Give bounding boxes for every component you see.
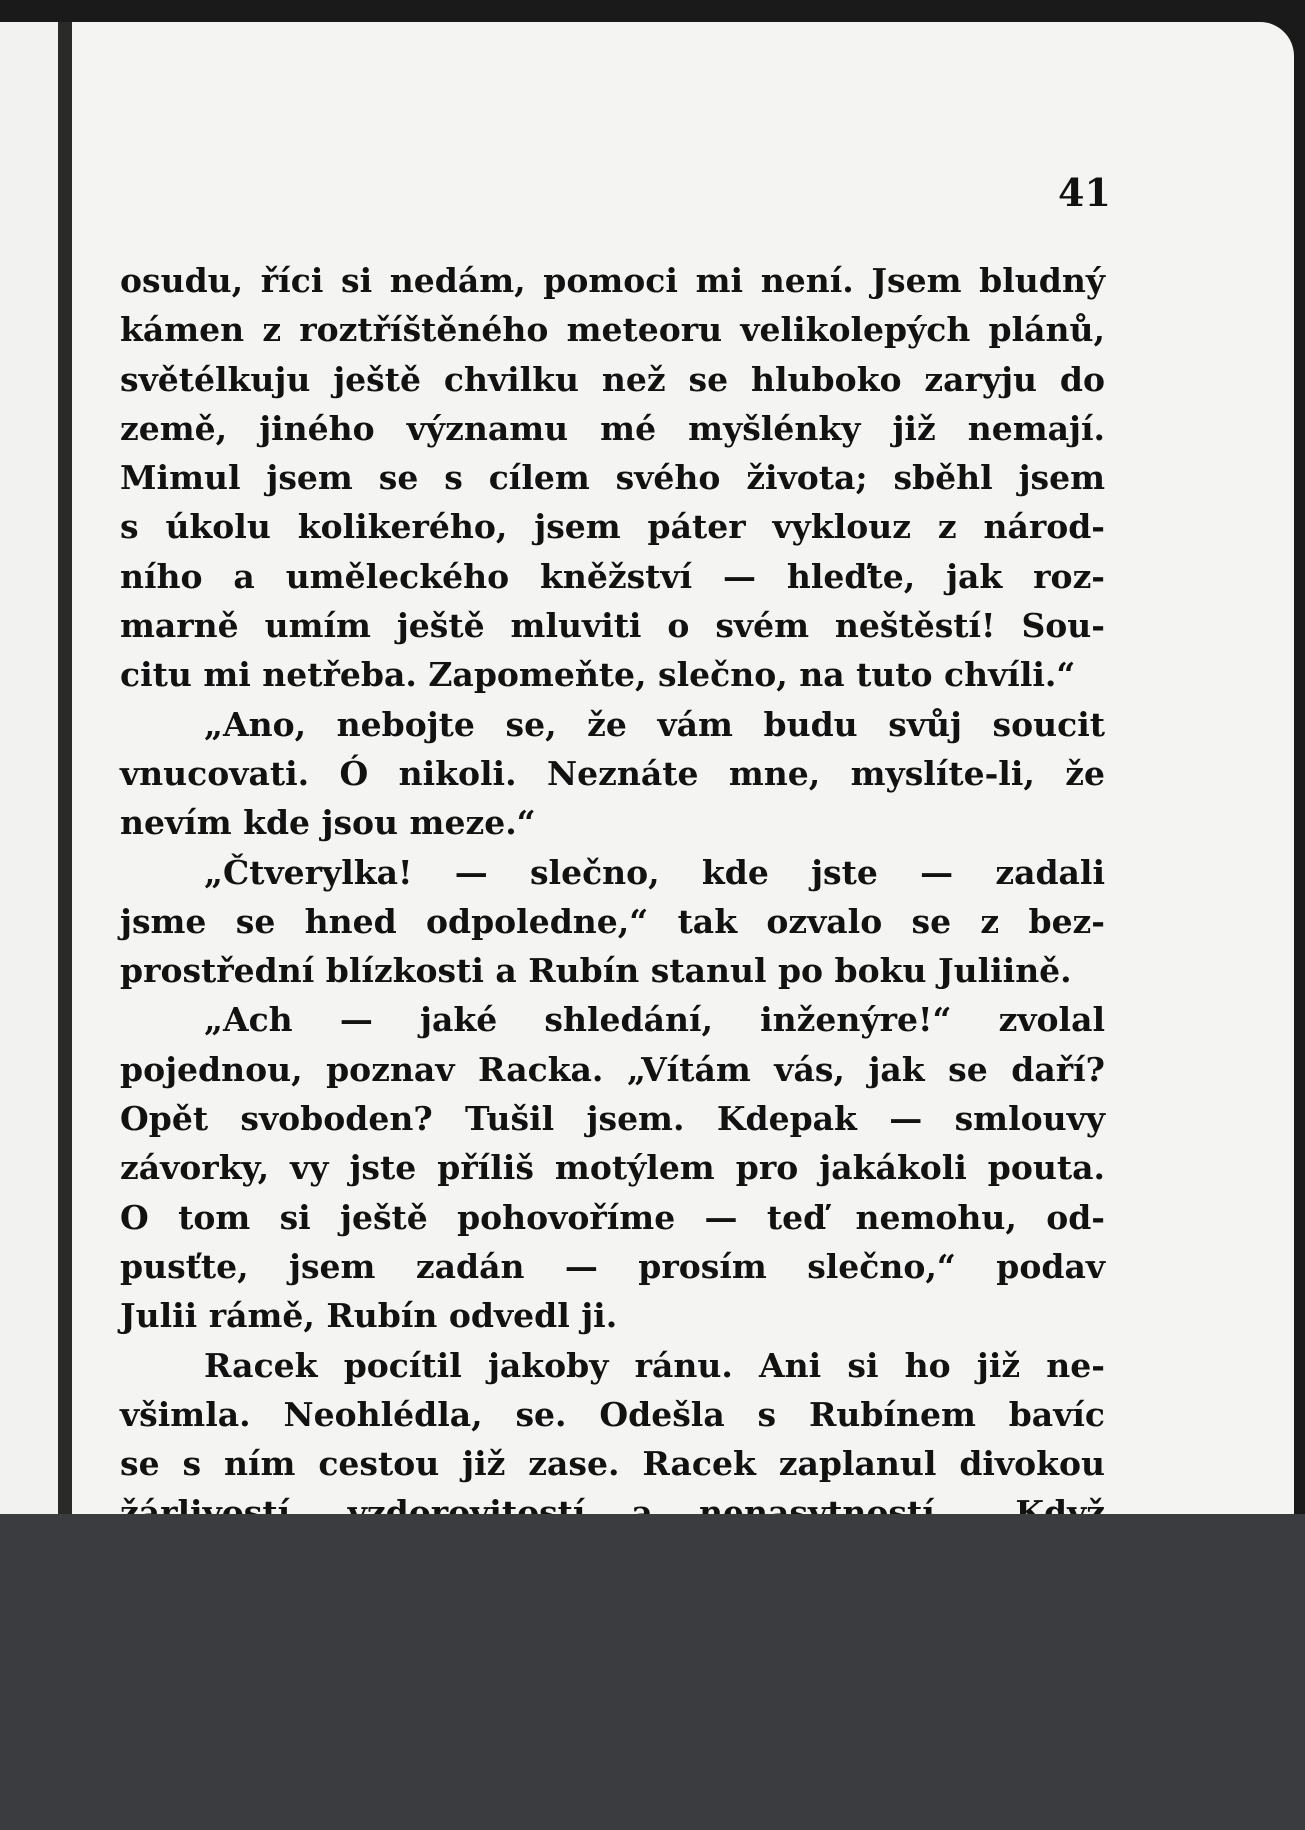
text-line: všimla. Neohlédla, se. Odešla s Rubínem bavíc [120, 1394, 1105, 1434]
text-line: citu mi netřeba. Zapomeňte, slečno, na tuto chvíli.“ [120, 655, 1076, 695]
body-text [120, 256, 1105, 1510]
text-line: „Ano, nebojte se, že vám budu svůj soucit [204, 704, 1105, 744]
text-line: O tom si ještě pohovoříme — teď nemohu, od- [120, 1197, 1105, 1237]
text-line: Racek pocítil jakoby ránu. Ani si ho již ne- [204, 1345, 1105, 1385]
text-line: pojednou, poznav Racka. „Vítám vás, jak se daří? [120, 1049, 1105, 1089]
text-line: kámen z roztříštěného meteoru velikolepých plánů, [120, 310, 1105, 350]
text-line: pusťte, jsem zadán — prosím slečno,“ podav [120, 1246, 1105, 1286]
text-line: se s ním cestou již zase. Racek zaplanul divokou [120, 1444, 1105, 1484]
text-line: světélkuju ještě chvilku než se hluboko zaryju do [120, 359, 1105, 399]
text-line: s úkolu kolikerého, jsem páter vyklouz z národ- [120, 507, 1105, 547]
page-gutter [58, 22, 72, 1514]
text-line: vnucovati. Ó nikoli. Neznáte mne, myslíte-li, že [120, 753, 1105, 793]
text-line: „Ach — jaké shledání, inženýre!“ zvolal [204, 1000, 1105, 1040]
text-line: závorky, vy jste příliš motýlem pro jakákoli pouta. [120, 1148, 1105, 1188]
text-line: Mimul jsem se s cílem svého života; sběhl jsem [120, 458, 1105, 498]
text-line-cut [120, 1488, 1105, 1510]
text-line: jsme se hned odpoledne,“ tak ozvalo se z bez- [120, 901, 1105, 941]
text-line: země, jiného významu mé myšlénky již nemají. [120, 408, 1105, 448]
text-line: ního a uměleckého kněžství — hleďte, jak roz- [120, 556, 1105, 596]
text-line: nevím kde jsou meze.“ [120, 803, 536, 843]
viewer-background [0, 1514, 1305, 1830]
text-line: „Čtverylka! — slečno, kde jste — zadali [204, 852, 1105, 892]
text-line: prostřední blízkosti a Rubín stanul po boku Juliině. [120, 951, 1072, 991]
text-line: Opět svoboden? Tušil jsem. Kdepak — smlouvy [120, 1099, 1105, 1139]
text-line: Julii rámě, Rubín odvedl ji. [120, 1296, 618, 1336]
text-line: osudu, říci si nedám, pomoci mi není. Jsem bludný [120, 261, 1105, 300]
page-number: 41 [1058, 170, 1111, 215]
left-page-edge [0, 22, 58, 1514]
text-line: marně umím ještě mluviti o svém neštěstí! Sou- [120, 606, 1105, 646]
